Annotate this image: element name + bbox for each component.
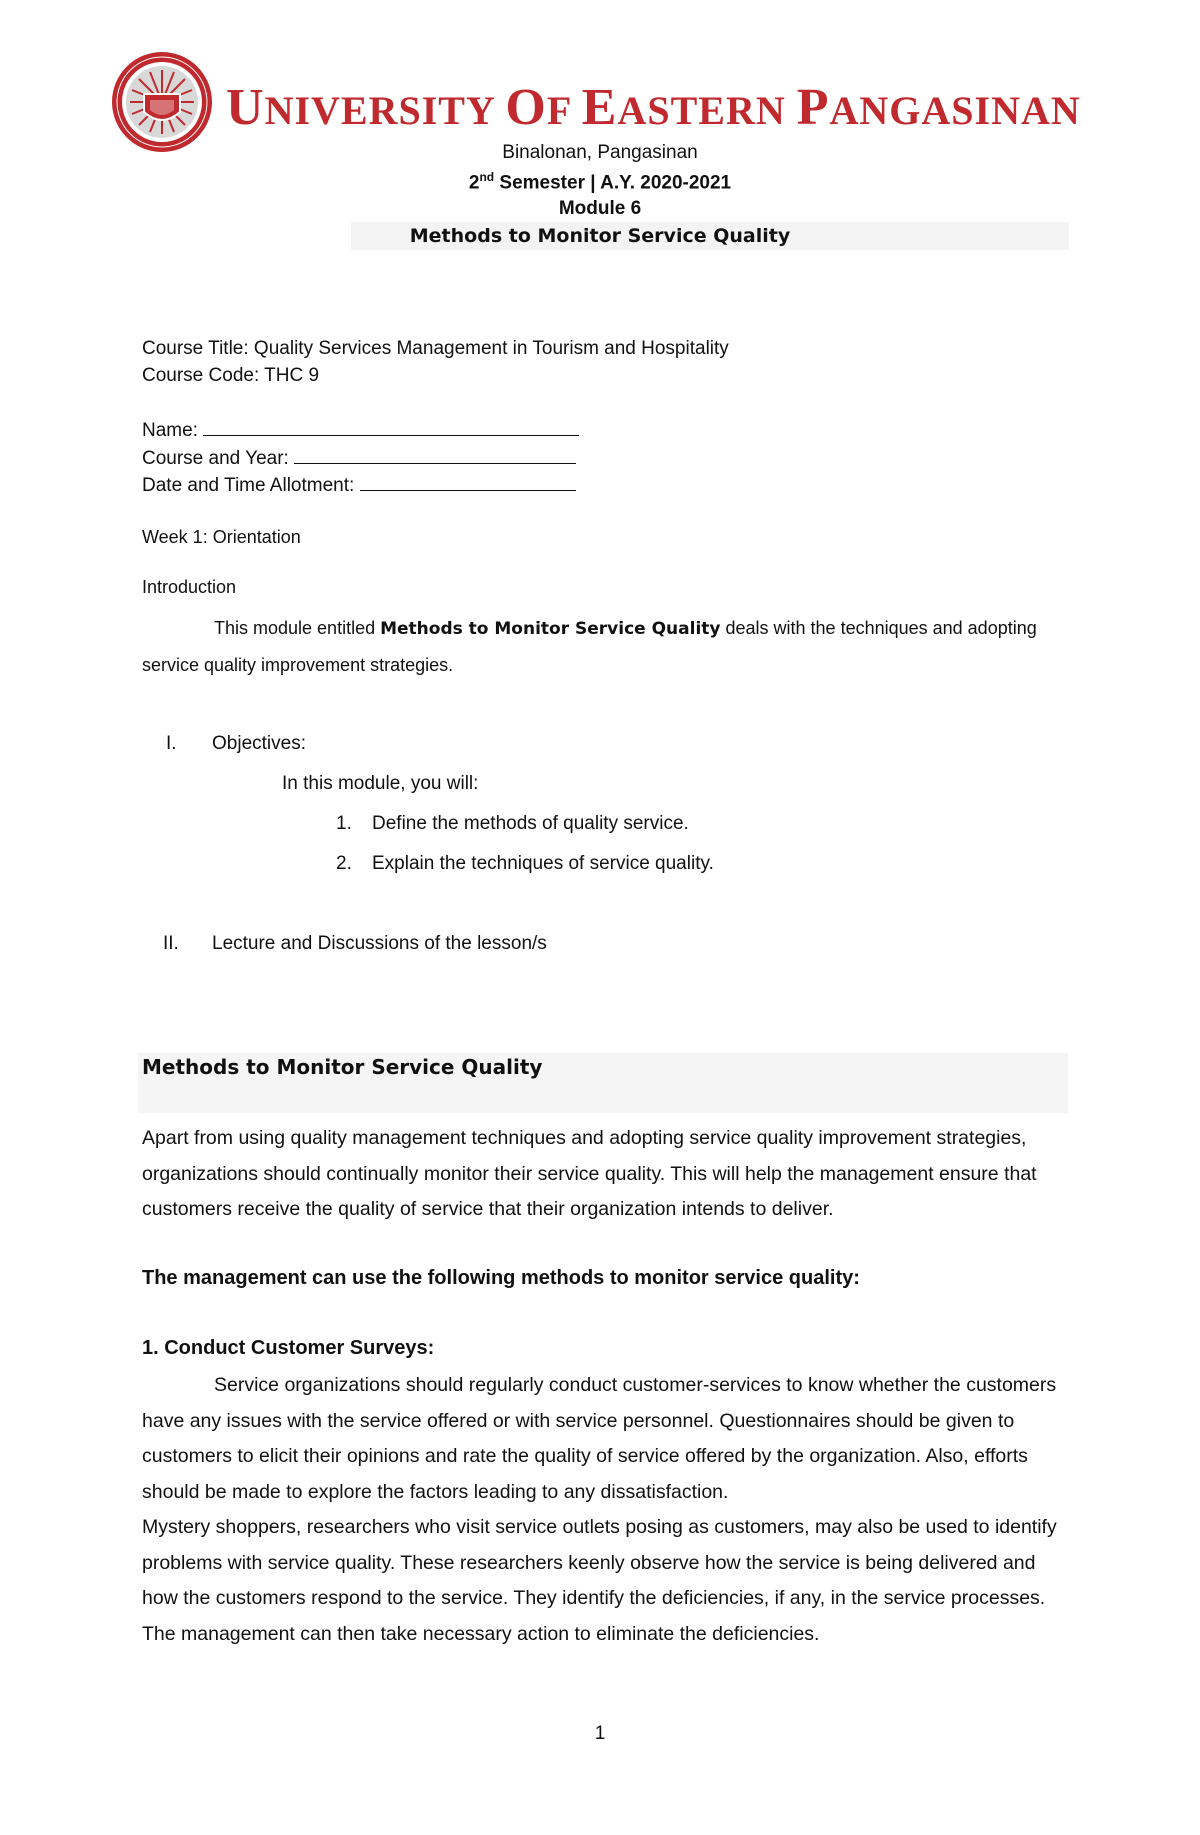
university-seal-logo bbox=[110, 50, 214, 154]
course-year-label: Course and Year: bbox=[142, 448, 289, 469]
lecture-heading: Lecture and Discussions of the lesson/s bbox=[212, 933, 547, 954]
method-1-paragraph-2: Mystery shoppers, researchers who visit service outlets posing as customers, may also be used to identify problems with service quality. These researchers keenly observe how the service is being delivered and how the customers respond to the service. They identify the deficiencies, if any, in the service processes. The management can then take necessary action to eliminate the deficiencies. bbox=[142, 1516, 1057, 1645]
module-title: Methods to Monitor Service Quality bbox=[409, 225, 791, 247]
date-time-blank-line[interactable] bbox=[360, 474, 576, 491]
objective-item-number: 1. bbox=[336, 813, 352, 834]
university-name: UNIVERSITY OF EASTERN PANGASINAN bbox=[226, 79, 1081, 136]
name-field bbox=[142, 419, 579, 443]
name-blank-line[interactable] bbox=[203, 419, 579, 436]
objective-item-text: Explain the techniques of service quality. bbox=[372, 853, 714, 874]
method-1-paragraph-1: Service organizations should regularly conduct customer-services to know whether the customers have any issues with the service offered or with service personnel. Questionnaires should be given to customers to elicit their opinions and rate the quality of service offered by the organization. Also, efforts should be made to explore the factors leading to any dissatisfaction. bbox=[142, 1374, 1057, 1503]
intro-text-after: deals with the techniques and adopting service quality improvement strategies. bbox=[142, 618, 1037, 675]
lecture-numeral: II. bbox=[163, 933, 179, 954]
semester-year: Semester | A.Y. 2020-2021 bbox=[494, 172, 732, 194]
section-heading: Methods to Monitor Service Quality bbox=[142, 1055, 543, 1079]
methods-lead: The management can use the following methods to monitor service quality: bbox=[142, 1267, 860, 1289]
semester-number: 2 bbox=[468, 172, 480, 194]
letterhead bbox=[108, 48, 1081, 156]
objective-item-text: Define the methods of quality service. bbox=[372, 813, 689, 834]
introduction-heading: Introduction bbox=[142, 577, 237, 597]
week-label: Week 1: Orientation bbox=[142, 527, 301, 547]
intro-text-before: This module entitled bbox=[214, 618, 381, 638]
semester-line bbox=[0, 170, 1200, 194]
course-year-blank-line[interactable] bbox=[294, 447, 576, 464]
page-number: 1 bbox=[594, 1723, 606, 1744]
course-year-field bbox=[142, 447, 576, 471]
course-title: Course Title: Quality Services Management in Tourism and Hospitality bbox=[142, 338, 729, 359]
semester-suffix: nd bbox=[479, 170, 495, 184]
objectives-heading: Objectives: bbox=[212, 733, 306, 754]
method-1-heading: 1. Conduct Customer Surveys: bbox=[142, 1337, 435, 1359]
date-time-label: Date and Time Allotment: bbox=[142, 475, 355, 496]
name-label: Name: bbox=[142, 420, 198, 441]
objective-item-number: 2. bbox=[336, 853, 352, 874]
university-location: Binalonan, Pangasinan bbox=[502, 142, 698, 163]
section-intro-paragraph: Apart from using quality management techniques and adopting service quality improvement strategies, organizations should continually monitor their service quality. This will help the management ensure that customers receive the quality of service that their organization intends to deliver. bbox=[142, 1127, 1037, 1220]
objectives-numeral: I. bbox=[166, 733, 177, 754]
objectives-lead: In this module, you will: bbox=[282, 773, 479, 794]
course-code: Course Code: THC 9 bbox=[142, 365, 320, 386]
introduction-paragraph bbox=[142, 610, 1062, 683]
intro-text-bold: Methods to Monitor Service Quality bbox=[380, 619, 721, 639]
date-time-field bbox=[142, 474, 576, 498]
module-number: Module 6 bbox=[558, 198, 642, 219]
